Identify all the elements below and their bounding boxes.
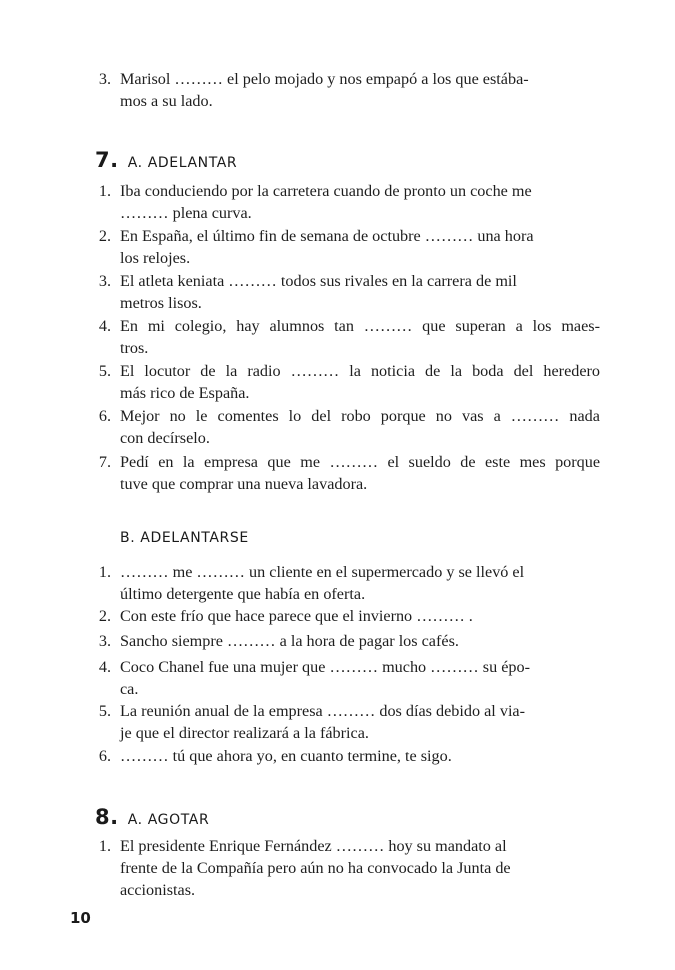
item-number: 4.	[98, 317, 111, 335]
item-number: 1.	[98, 837, 111, 855]
item-number: 3.	[98, 632, 111, 650]
section-heading	[95, 805, 209, 829]
section-number: 7.	[95, 148, 119, 172]
subsection-title: B. ADELANTARSE	[120, 530, 249, 546]
item-number: 6.	[98, 407, 111, 425]
page-number: 10	[70, 909, 91, 927]
item-line: Iba conduciendo por la carretera cuando de pronto un coche me	[120, 182, 532, 200]
item-number: 3.	[98, 70, 111, 88]
item-line: ……… tú que ahora yo, en cuanto termine, te sigo.	[120, 747, 452, 765]
item-line: tros.	[120, 339, 149, 357]
item-number: 2.	[98, 607, 111, 625]
item-number: 1.	[98, 182, 111, 200]
item-number: 1.	[98, 563, 111, 581]
item-number: 3.	[98, 272, 111, 290]
item-line: ca.	[120, 680, 139, 698]
item-line: En España, el último fin de semana de octubre ……… una hora	[120, 227, 534, 245]
item-line: tuve que comprar una nueva lavadora.	[120, 475, 368, 493]
section-title: A. AGOTAR	[127, 812, 210, 828]
item-line: je que el director realizará a la fábrica.	[120, 724, 369, 742]
item-line: metros lisos.	[120, 294, 202, 312]
item-line: los relojes.	[120, 249, 191, 267]
item-line: La reunión anual de la empresa ……… dos días debido al via-	[120, 702, 526, 720]
item-line: mos a su lado.	[120, 92, 213, 110]
item-line: Coco Chanel fue una mujer que ……… mucho ……… su épo-	[120, 658, 530, 676]
item-line: más rico de España.	[120, 384, 250, 402]
item-line: con decírselo.	[120, 429, 210, 447]
item-number: 2.	[98, 227, 111, 245]
item-line: Marisol ……… el pelo mojado y nos empapó a los que estába-	[120, 70, 529, 88]
section-number: 8.	[95, 805, 119, 829]
section-title: A. ADELANTAR	[127, 155, 238, 171]
item-line: El atleta keniata ……… todos sus rivales en la carrera de mil	[120, 272, 517, 290]
item-line: Mejor no le comentes lo del robo porque no vas a ……… nada	[120, 407, 600, 425]
item-line: Sancho siempre ……… a la hora de pagar los cafés.	[120, 632, 459, 650]
item-line: ……… me ……… un cliente en el supermercado y se llevó el	[120, 563, 525, 581]
item-line: último detergente que había en oferta.	[120, 585, 366, 603]
item-line: frente de la Compañía pero aún no ha convocado la Junta de	[120, 859, 511, 877]
item-number: 5.	[98, 702, 111, 720]
section-heading	[95, 148, 237, 172]
item-number: 4.	[98, 658, 111, 676]
item-number: 7.	[98, 453, 111, 471]
item-number: 6.	[98, 747, 111, 765]
item-line: Con este frío que hace parece que el invierno ……… .	[120, 607, 473, 625]
item-line: En mi colegio, hay alumnos tan ……… que superan a los maes-	[120, 317, 600, 335]
item-line: El presidente Enrique Fernández ……… hoy su mandato al	[120, 837, 507, 855]
item-number: 5.	[98, 362, 111, 380]
item-line: ……… plena curva.	[120, 204, 252, 222]
item-line: accionistas.	[120, 881, 196, 899]
item-line: Pedí en la empresa que me ……… el sueldo de este mes porque	[120, 453, 601, 471]
item-line: El locutor de la radio ……… la noticia de la boda del heredero	[120, 362, 601, 380]
